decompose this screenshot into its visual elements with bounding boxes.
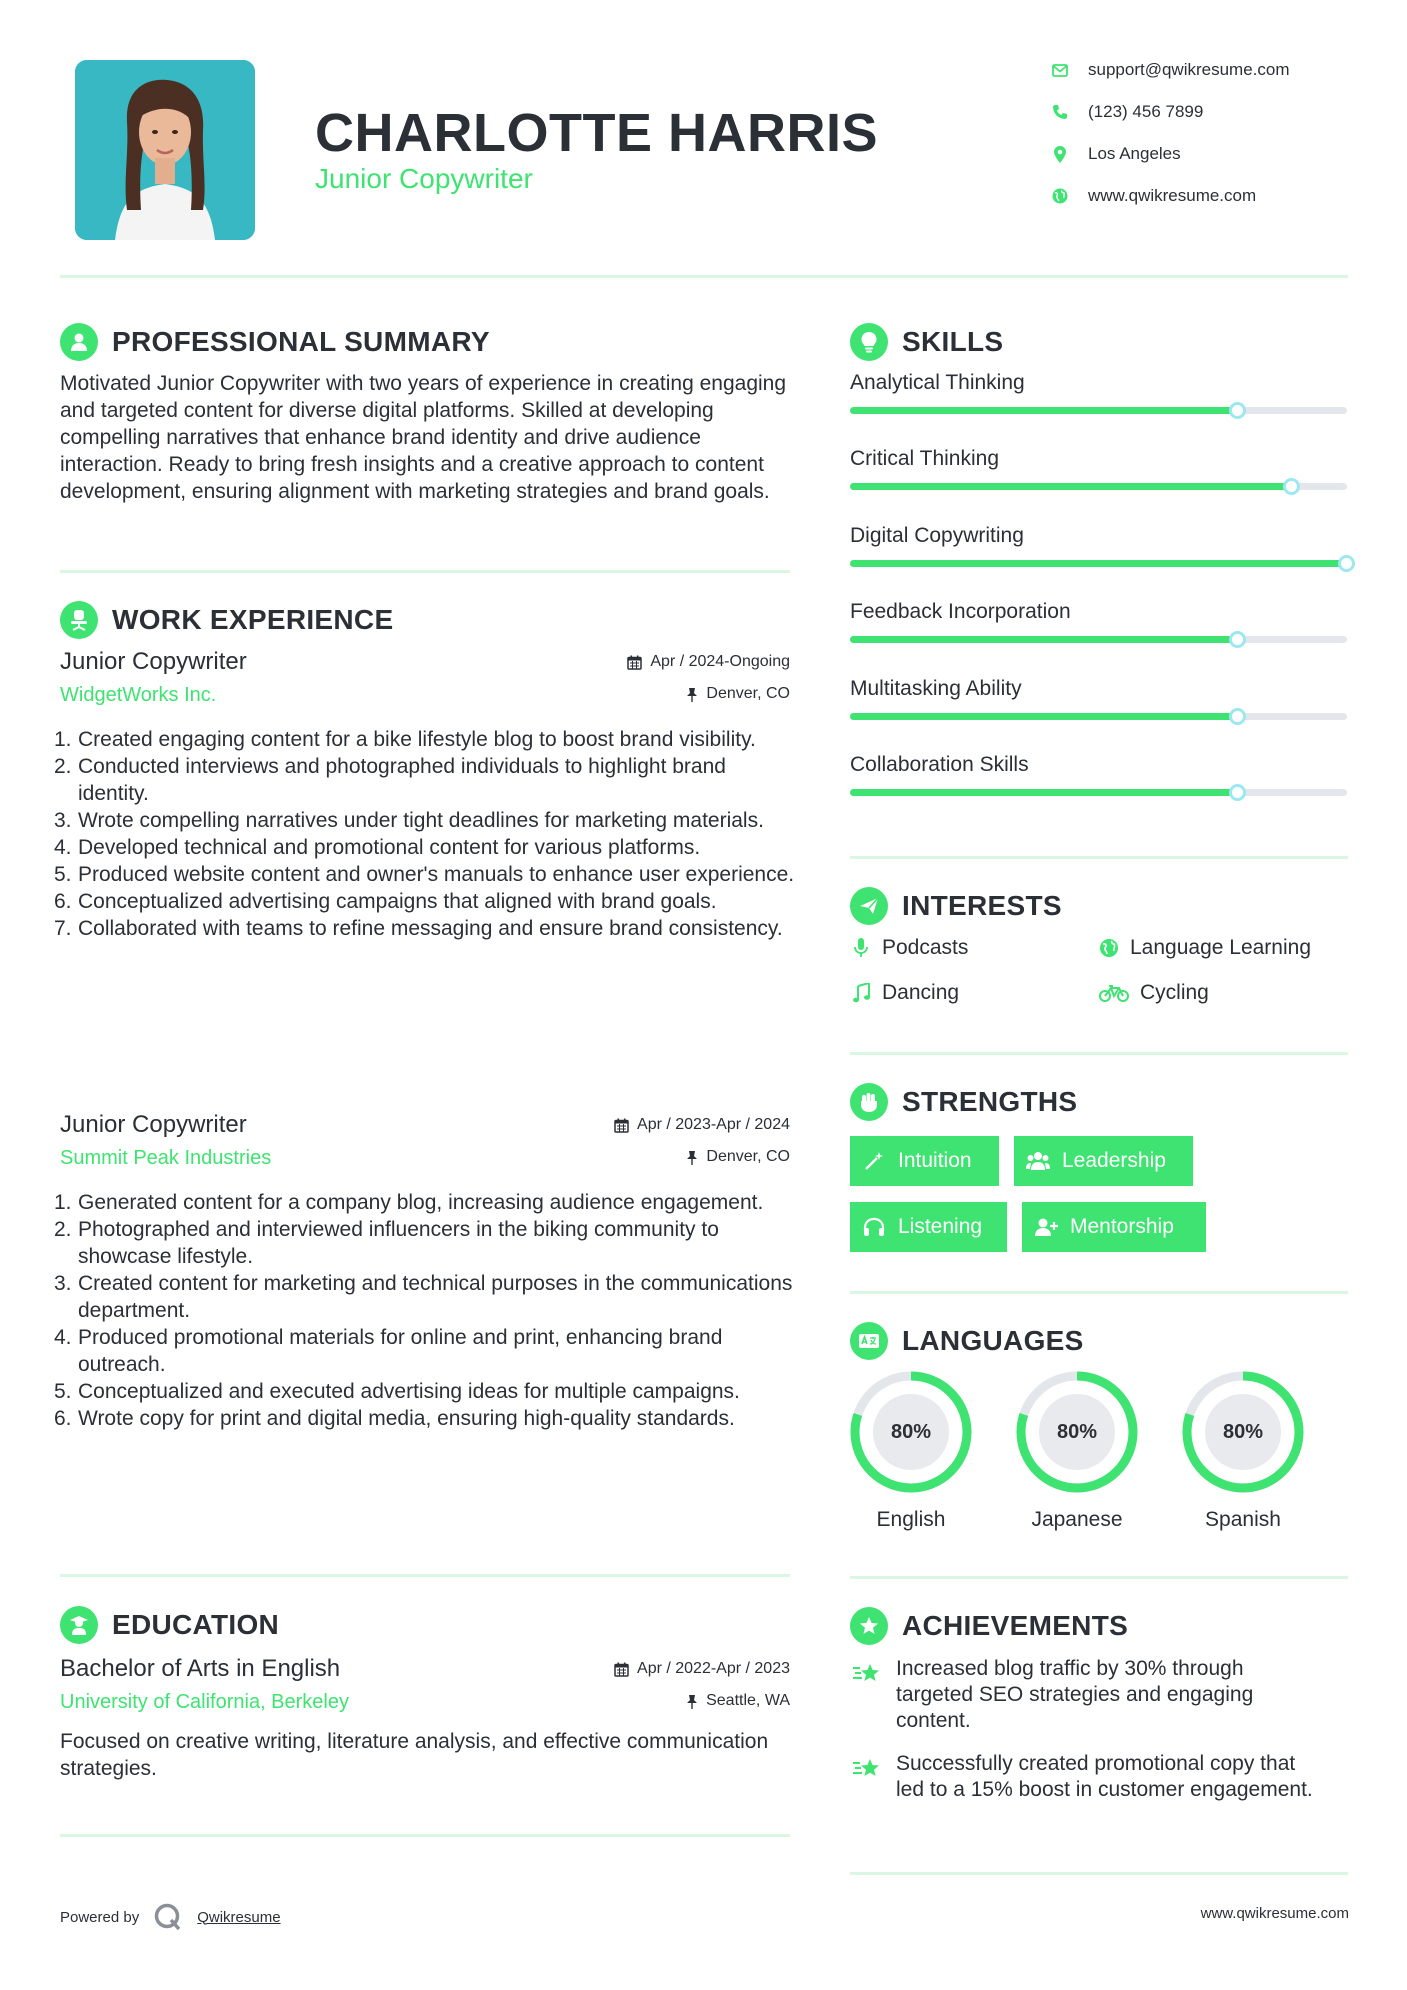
contact-phone[interactable] [1050, 97, 1203, 127]
skill-name: Multitasking Ability [850, 676, 1022, 700]
strength-mentorship [1022, 1202, 1206, 1252]
list-item: 6. Conceptualized advertising campaigns that aligned with brand goals. [54, 890, 717, 913]
interest-language-learning [1098, 936, 1311, 960]
skill-level-bar [850, 483, 1347, 490]
languages-heading [850, 1322, 1084, 1360]
skills-heading-text: SKILLS [902, 326, 1004, 357]
job-location-text: Denver, CO [706, 1148, 790, 1165]
language-card-icon [850, 1322, 888, 1360]
languages-divider [850, 1576, 1348, 1579]
calendar-icon [614, 1118, 629, 1133]
envelope-icon [1050, 60, 1070, 80]
lightbulb-icon [850, 323, 888, 361]
skill-name: Digital Copywriting [850, 523, 1024, 547]
degree-title: Bachelor of Arts in English [60, 1655, 341, 1682]
list-item: 5. Conceptualized and executed advertising ideas for multiple campaigns. [54, 1380, 740, 1403]
powered-by-text: Powered by [60, 1908, 140, 1926]
pushpin-icon [686, 687, 698, 702]
skill-level-fill [850, 636, 1238, 643]
job-bullets [54, 726, 800, 942]
candidate-name: CHARLOTTE HARRIS [315, 103, 878, 163]
list-item: 2. Photographed and interviewed influencers in the biking community to showcase lifestyle. [54, 1218, 719, 1268]
list-item: 2. Conducted interviews and photographed individuals to highlight brand identity. [54, 755, 726, 805]
achievement-text: Increased blog traffic by 30% through targeted SEO strategies and engaging content. [896, 1657, 1254, 1732]
skill-name: Feedback Incorporation [850, 600, 1071, 624]
skill-level-fill [850, 407, 1238, 414]
pushpin-icon [686, 1150, 698, 1165]
strength-label: Mentorship [1070, 1215, 1174, 1238]
list-item: 1. Created engaging content for a bike lifestyle blog to boost brand visibility. [54, 728, 756, 751]
magic-wand-icon [862, 1149, 886, 1173]
summary-divider [60, 570, 790, 573]
interests-heading-text: INTERESTS [902, 890, 1062, 921]
interests-divider [850, 1052, 1348, 1055]
language-item [849, 1370, 973, 1532]
skill-level-fill [850, 713, 1238, 720]
skill-name: Collaboration Skills [850, 753, 1029, 776]
strength-label: Listening [898, 1215, 983, 1238]
header-divider [60, 275, 1348, 278]
skill-level-knob [1283, 478, 1300, 495]
resume-header [0, 0, 1407, 280]
globe-icon [1050, 186, 1070, 206]
interests-heading [850, 887, 1062, 925]
strengths-heading-text: STRENGTHS [902, 1086, 1078, 1117]
strength-label: Intuition [898, 1149, 972, 1172]
users-icon [1026, 1149, 1050, 1173]
summary-heading-text: PROFESSIONAL SUMMARY [112, 326, 490, 357]
job-date [614, 1116, 790, 1134]
skill-level-bar [850, 789, 1347, 796]
list-item: 4. Produced promotional materials for online and print, enhancing brand outreach. [54, 1326, 723, 1376]
list-item: 3. Created content for marketing and technical purposes in the communications department. [54, 1272, 793, 1322]
achievements-heading [850, 1607, 1128, 1645]
skill-name: Analytical Thinking [850, 371, 1025, 394]
skill-row [850, 447, 1350, 523]
list-item: 1. Generated content for a company blog, increasing audience engagement. [54, 1191, 764, 1214]
skill-level-knob [1229, 631, 1246, 648]
skill-row [850, 524, 1350, 600]
skill-level-knob [1229, 784, 1246, 801]
microphone-icon [850, 937, 872, 959]
skill-level-knob [1229, 402, 1246, 419]
list-item: 5. Produced website content and owner's manuals to enhance user experience. [54, 863, 795, 886]
language-percent: 80% [1039, 1394, 1115, 1470]
language-item [1181, 1370, 1305, 1532]
skill-row [850, 753, 1350, 829]
interest-label: Language Learning [1130, 936, 1312, 959]
school-name: University of California, Berkeley [60, 1691, 349, 1713]
user-plus-icon [1034, 1215, 1058, 1239]
job-title: Junior Copywriter [60, 648, 247, 675]
shooting-star-icon [850, 1656, 884, 1686]
footer-website-link[interactable]: www.qwikresume.com [1200, 1905, 1349, 1922]
skill-row [850, 600, 1350, 676]
skills-heading [850, 323, 1003, 361]
job-date [627, 653, 790, 671]
contact-email-text: support@qwikresume.com [1088, 60, 1290, 79]
map-pin-icon [1050, 144, 1070, 164]
skill-level-bar [850, 636, 1347, 643]
headphones-icon [862, 1215, 886, 1239]
job-title: Junior Copywriter [60, 1111, 247, 1138]
achievement-text: Successfully created promotional copy that led to a 15% boost in customer engagement. [896, 1752, 1313, 1801]
skill-level-knob [1338, 555, 1355, 572]
job-location [686, 1148, 790, 1166]
music-note-icon [850, 982, 872, 1004]
skill-level-knob [1229, 708, 1246, 725]
candidate-title: Junior Copywriter [315, 163, 533, 194]
list-item: 7. Collaborated with teams to refine messaging and ensure brand consistency. [54, 917, 783, 940]
skill-level-fill [850, 483, 1292, 490]
contact-location-text: Los Angeles [1088, 144, 1181, 163]
strength-listening [850, 1202, 1007, 1252]
phone-icon [1050, 102, 1070, 122]
list-item: 3. Wrote compelling narratives under tight deadlines for marketing materials. [54, 809, 764, 832]
education-date [614, 1660, 790, 1678]
job-date-text: Apr / 2024-Ongoing [650, 653, 790, 670]
work-heading [60, 601, 393, 639]
user-icon [60, 323, 98, 361]
graduate-icon [60, 1606, 98, 1644]
strength-intuition [850, 1136, 999, 1186]
education-divider [60, 1834, 790, 1837]
achievement-item [850, 1751, 1350, 1803]
education-heading [60, 1606, 279, 1644]
education-location [686, 1692, 790, 1710]
job-company: WidgetWorks Inc. [60, 684, 217, 706]
star-badge-icon [850, 1607, 888, 1645]
languages-heading-text: LANGUAGES [902, 1325, 1084, 1356]
skill-level-bar [850, 713, 1347, 720]
bicycle-icon [1098, 982, 1130, 1004]
contact-email[interactable] [1050, 55, 1290, 85]
job-location [686, 685, 790, 703]
interest-dancing [850, 981, 959, 1005]
globe-icon [1098, 937, 1120, 959]
skill-row [850, 677, 1350, 753]
language-name: English [876, 1508, 946, 1531]
language-name: Japanese [1031, 1508, 1123, 1531]
achievement-item [850, 1656, 1350, 1734]
language-level-ring [1015, 1370, 1139, 1494]
skill-level-fill [850, 560, 1347, 567]
fist-icon [850, 1083, 888, 1121]
pushpin-icon [686, 1694, 698, 1709]
skills-divider [850, 856, 1348, 859]
education-description: Focused on creative writing, literature analysis, and effective communication strategies. [60, 1730, 769, 1780]
qwikresume-logo-icon [153, 1902, 183, 1932]
contact-website[interactable] [1050, 181, 1256, 211]
language-percent: 80% [1205, 1394, 1281, 1470]
language-level-ring [849, 1370, 973, 1494]
job-location-text: Denver, CO [706, 685, 790, 702]
list-item: 4. Developed technical and promotional content for various platforms. [54, 836, 701, 859]
profile-photo [75, 60, 255, 240]
contact-website-text: www.qwikresume.com [1088, 186, 1257, 205]
interest-label: Podcasts [882, 936, 969, 959]
skill-name: Critical Thinking [850, 447, 999, 471]
education-heading-text: EDUCATION [112, 1609, 280, 1640]
calendar-icon [614, 1662, 629, 1677]
achievements-heading-text: ACHIEVEMENTS [902, 1610, 1129, 1641]
contact-phone-text: (123) 456 7899 [1088, 102, 1204, 121]
strengths-heading [850, 1083, 1077, 1121]
paper-plane-icon [850, 887, 888, 925]
interest-label: Dancing [882, 981, 960, 1004]
job-date-text: Apr / 2023-Apr / 2024 [637, 1116, 790, 1133]
job-bullets [54, 1189, 800, 1432]
work-heading-text: WORK EXPERIENCE [112, 604, 394, 635]
skill-level-bar [850, 407, 1347, 414]
language-name: Spanish [1205, 1508, 1281, 1531]
language-item [1015, 1370, 1139, 1532]
strength-label: Leadership [1062, 1149, 1166, 1172]
contact-location [1050, 139, 1181, 169]
achievements-divider [850, 1872, 1348, 1875]
language-percent: 80% [873, 1394, 949, 1470]
office-chair-icon [60, 601, 98, 639]
shooting-star-icon [850, 1751, 884, 1781]
education-date-text: Apr / 2022-Apr / 2023 [637, 1660, 790, 1677]
summary-heading [60, 323, 490, 361]
work-divider [60, 1574, 790, 1577]
list-item: 6. Wrote copy for print and digital media, ensuring high-quality standards. [54, 1407, 735, 1430]
interest-label: Cycling [1140, 981, 1209, 1004]
language-level-ring [1181, 1370, 1305, 1494]
skill-row [850, 371, 1350, 447]
calendar-icon [627, 655, 642, 670]
interest-podcasts [850, 936, 968, 960]
strength-leadership [1014, 1136, 1193, 1186]
job-company: Summit Peak Industries [60, 1147, 272, 1169]
footer-powered-by [60, 1902, 281, 1932]
qwikresume-link[interactable]: Qwikresume [197, 1908, 281, 1926]
skill-level-bar [850, 560, 1347, 567]
education-location-text: Seattle, WA [706, 1692, 790, 1709]
summary-text: Motivated Junior Copywriter with two years of experience in creating engaging and targeted content for diverse digital platforms. Skilled at developing compelling narratives that enhance brand identity and drive audience interaction. Ready to bring fresh insights and a creative approach to content development, ensuring alignment with marketing strategies and brand goals. [60, 372, 787, 503]
strengths-divider [850, 1291, 1348, 1294]
interest-cycling [1098, 981, 1209, 1005]
skill-level-fill [850, 789, 1238, 796]
